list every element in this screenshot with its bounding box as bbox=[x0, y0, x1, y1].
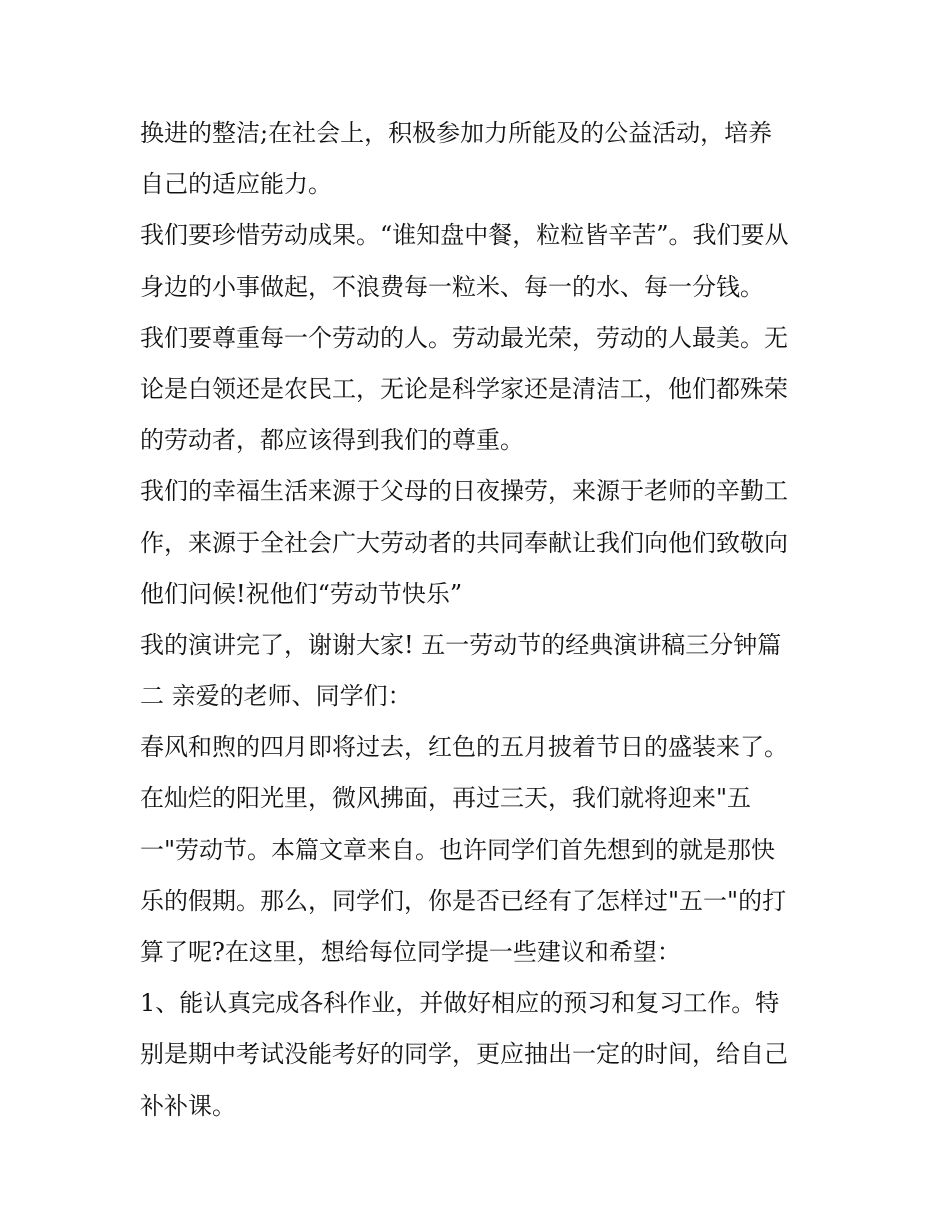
text-line: 换进的整洁;在社会上，积极参加力所能及的公益活动，培养 bbox=[140, 119, 773, 147]
text-line: 的劳动者，都应该得到我们的尊重。 bbox=[140, 426, 524, 455]
text-line: 我们的幸福生活来源于父母的日夜操劳，来源于老师的辛勤工 bbox=[140, 477, 788, 506]
text-line: 补补课。 bbox=[140, 1091, 236, 1120]
text-line: 二 亲爱的老师、同学们： bbox=[140, 682, 412, 711]
text-line: 1、能认真完成各科作业，并做好相应的预习和复习工作。特 bbox=[140, 989, 780, 1018]
text-line: 乐的假期。那么，同学们，你是否已经有了怎样过"五一"的打 bbox=[140, 886, 787, 915]
text-line: 自己的适应能力。 bbox=[140, 170, 332, 199]
text-line: 论是白领还是农民工，无论是科学家还是清洁工，他们都殊荣 bbox=[140, 374, 788, 403]
text-line: 身边的小事做起，不浪费每一粒米、每一的水、每一分钱。 bbox=[140, 272, 764, 301]
text-line: 作，来源于全社会广大劳动者的共同奉献让我们向他们致敬向 bbox=[140, 528, 788, 557]
text-line: 我的演讲完了，谢谢大家! 五一劳动节的经典演讲稿三分钟篇 bbox=[140, 630, 782, 659]
text-line: 春风和煦的四月即将过去，红色的五月披着节日的盛装来了。 bbox=[140, 733, 788, 762]
text-line: 算了呢?在这里，想给每位同学提一些建议和希望： bbox=[140, 938, 681, 966]
text-line: 一"劳动节。本篇文章来自。也许同学们首先想到的就是那快 bbox=[140, 835, 776, 864]
text-line: 我们要尊重每一个劳动的人。劳动最光荣，劳动的人最美。无 bbox=[140, 323, 788, 352]
text-line: 在灿烂的阳光里，微风拂面，再过三天，我们就将迎来"五 bbox=[140, 784, 752, 813]
text-line: 别是期中考试没能考好的同学，更应抽出一定的时间，给自己 bbox=[140, 1040, 788, 1069]
document-body bbox=[140, 108, 830, 1132]
text-line: 他们问候!祝他们“劳动节快乐” bbox=[140, 579, 463, 608]
text-line: 我们要珍惜劳动成果。“谁知盘中餐，粒粒皆辛苦”。我们要从 bbox=[140, 221, 789, 250]
